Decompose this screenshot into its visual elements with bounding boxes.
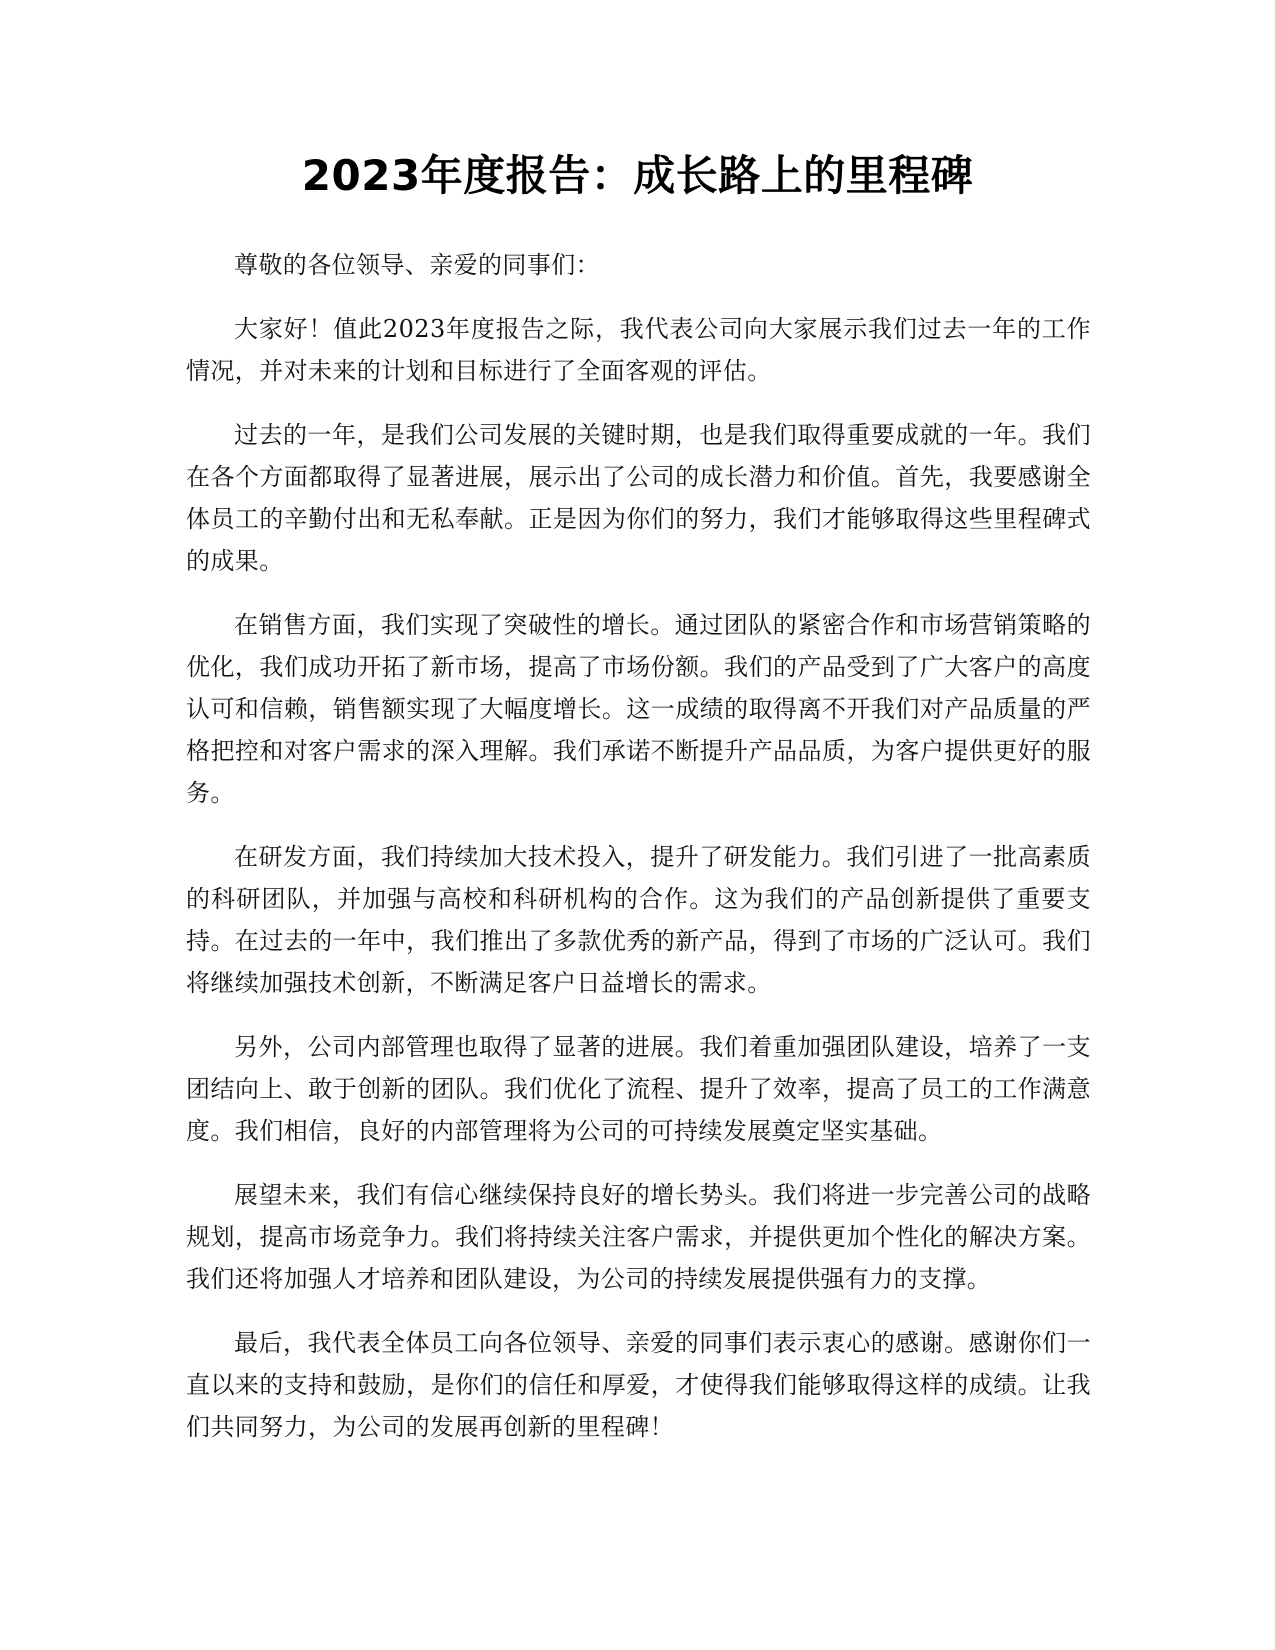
paragraph-review: 过去的一年，是我们公司发展的关键时期，也是我们取得重要成就的一年。我们在各个方面都取得了显著进展，展示出了公司的成长潜力和价值。首先，我要感谢全体员工的辛勤付出和无私奉献。正是因为你们的努力，我们才能够取得这些里程碑式的成果。	[186, 421, 1091, 575]
paragraph-sales: 在销售方面，我们实现了突破性的增长。通过团队的紧密合作和市场营销策略的优化，我们成功开拓了新市场，提高了市场份额。我们的产品受到了广大客户的高度认可和信赖，销售额实现了大幅度增长。这一成绩的取得离不开我们对产品质量的严格把控和对客户需求的深入理解。我们承诺不断提升产品品质，为客户提供更好的服务。	[186, 611, 1091, 807]
paragraph-closing: 最后，我代表全体员工向各位领导、亲爱的同事们表示衷心的感谢。感谢你们一直以来的支持和鼓励，是你们的信任和厚爱，才使得我们能够取得这样的成绩。让我们共同努力，为公司的发展再创新的里程碑！	[186, 1329, 1091, 1441]
paragraph-outlook: 展望未来，我们有信心继续保持良好的增长势头。我们将进一步完善公司的战略规划，提高市场竞争力。我们将持续关注客户需求，并提供更加个性化的解决方案。我们还将加强人才培养和团队建设，为公司的持续发展提供强有力的支撑。	[186, 1181, 1091, 1293]
paragraph-rnd: 在研发方面，我们持续加大技术投入，提升了研发能力。我们引进了一批高素质的科研团队，并加强与高校和科研机构的合作。这为我们的产品创新提供了重要支持。在过去的一年中，我们推出了多款优秀的新产品，得到了市场的广泛认可。我们将继续加强技术创新，不断满足客户日益增长的需求。	[186, 843, 1091, 997]
document-body	[186, 244, 1091, 1470]
paragraph-greeting: 大家好！值此2023年度报告之际，我代表公司向大家展示我们过去一年的工作情况，并对未来的计划和目标进行了全面客观的评估。	[186, 315, 1091, 385]
salutation: 尊敬的各位领导、亲爱的同事们：	[234, 251, 600, 279]
paragraph-management: 另外，公司内部管理也取得了显著的进展。我们着重加强团队建设，培养了一支团结向上、敢于创新的团队。我们优化了流程、提升了效率，提高了员工的工作满意度。我们相信，良好的内部管理将为公司的可持续发展奠定坚实基础。	[186, 1033, 1091, 1145]
page-title: 2023年度报告：成长路上的里程碑	[301, 151, 974, 200]
